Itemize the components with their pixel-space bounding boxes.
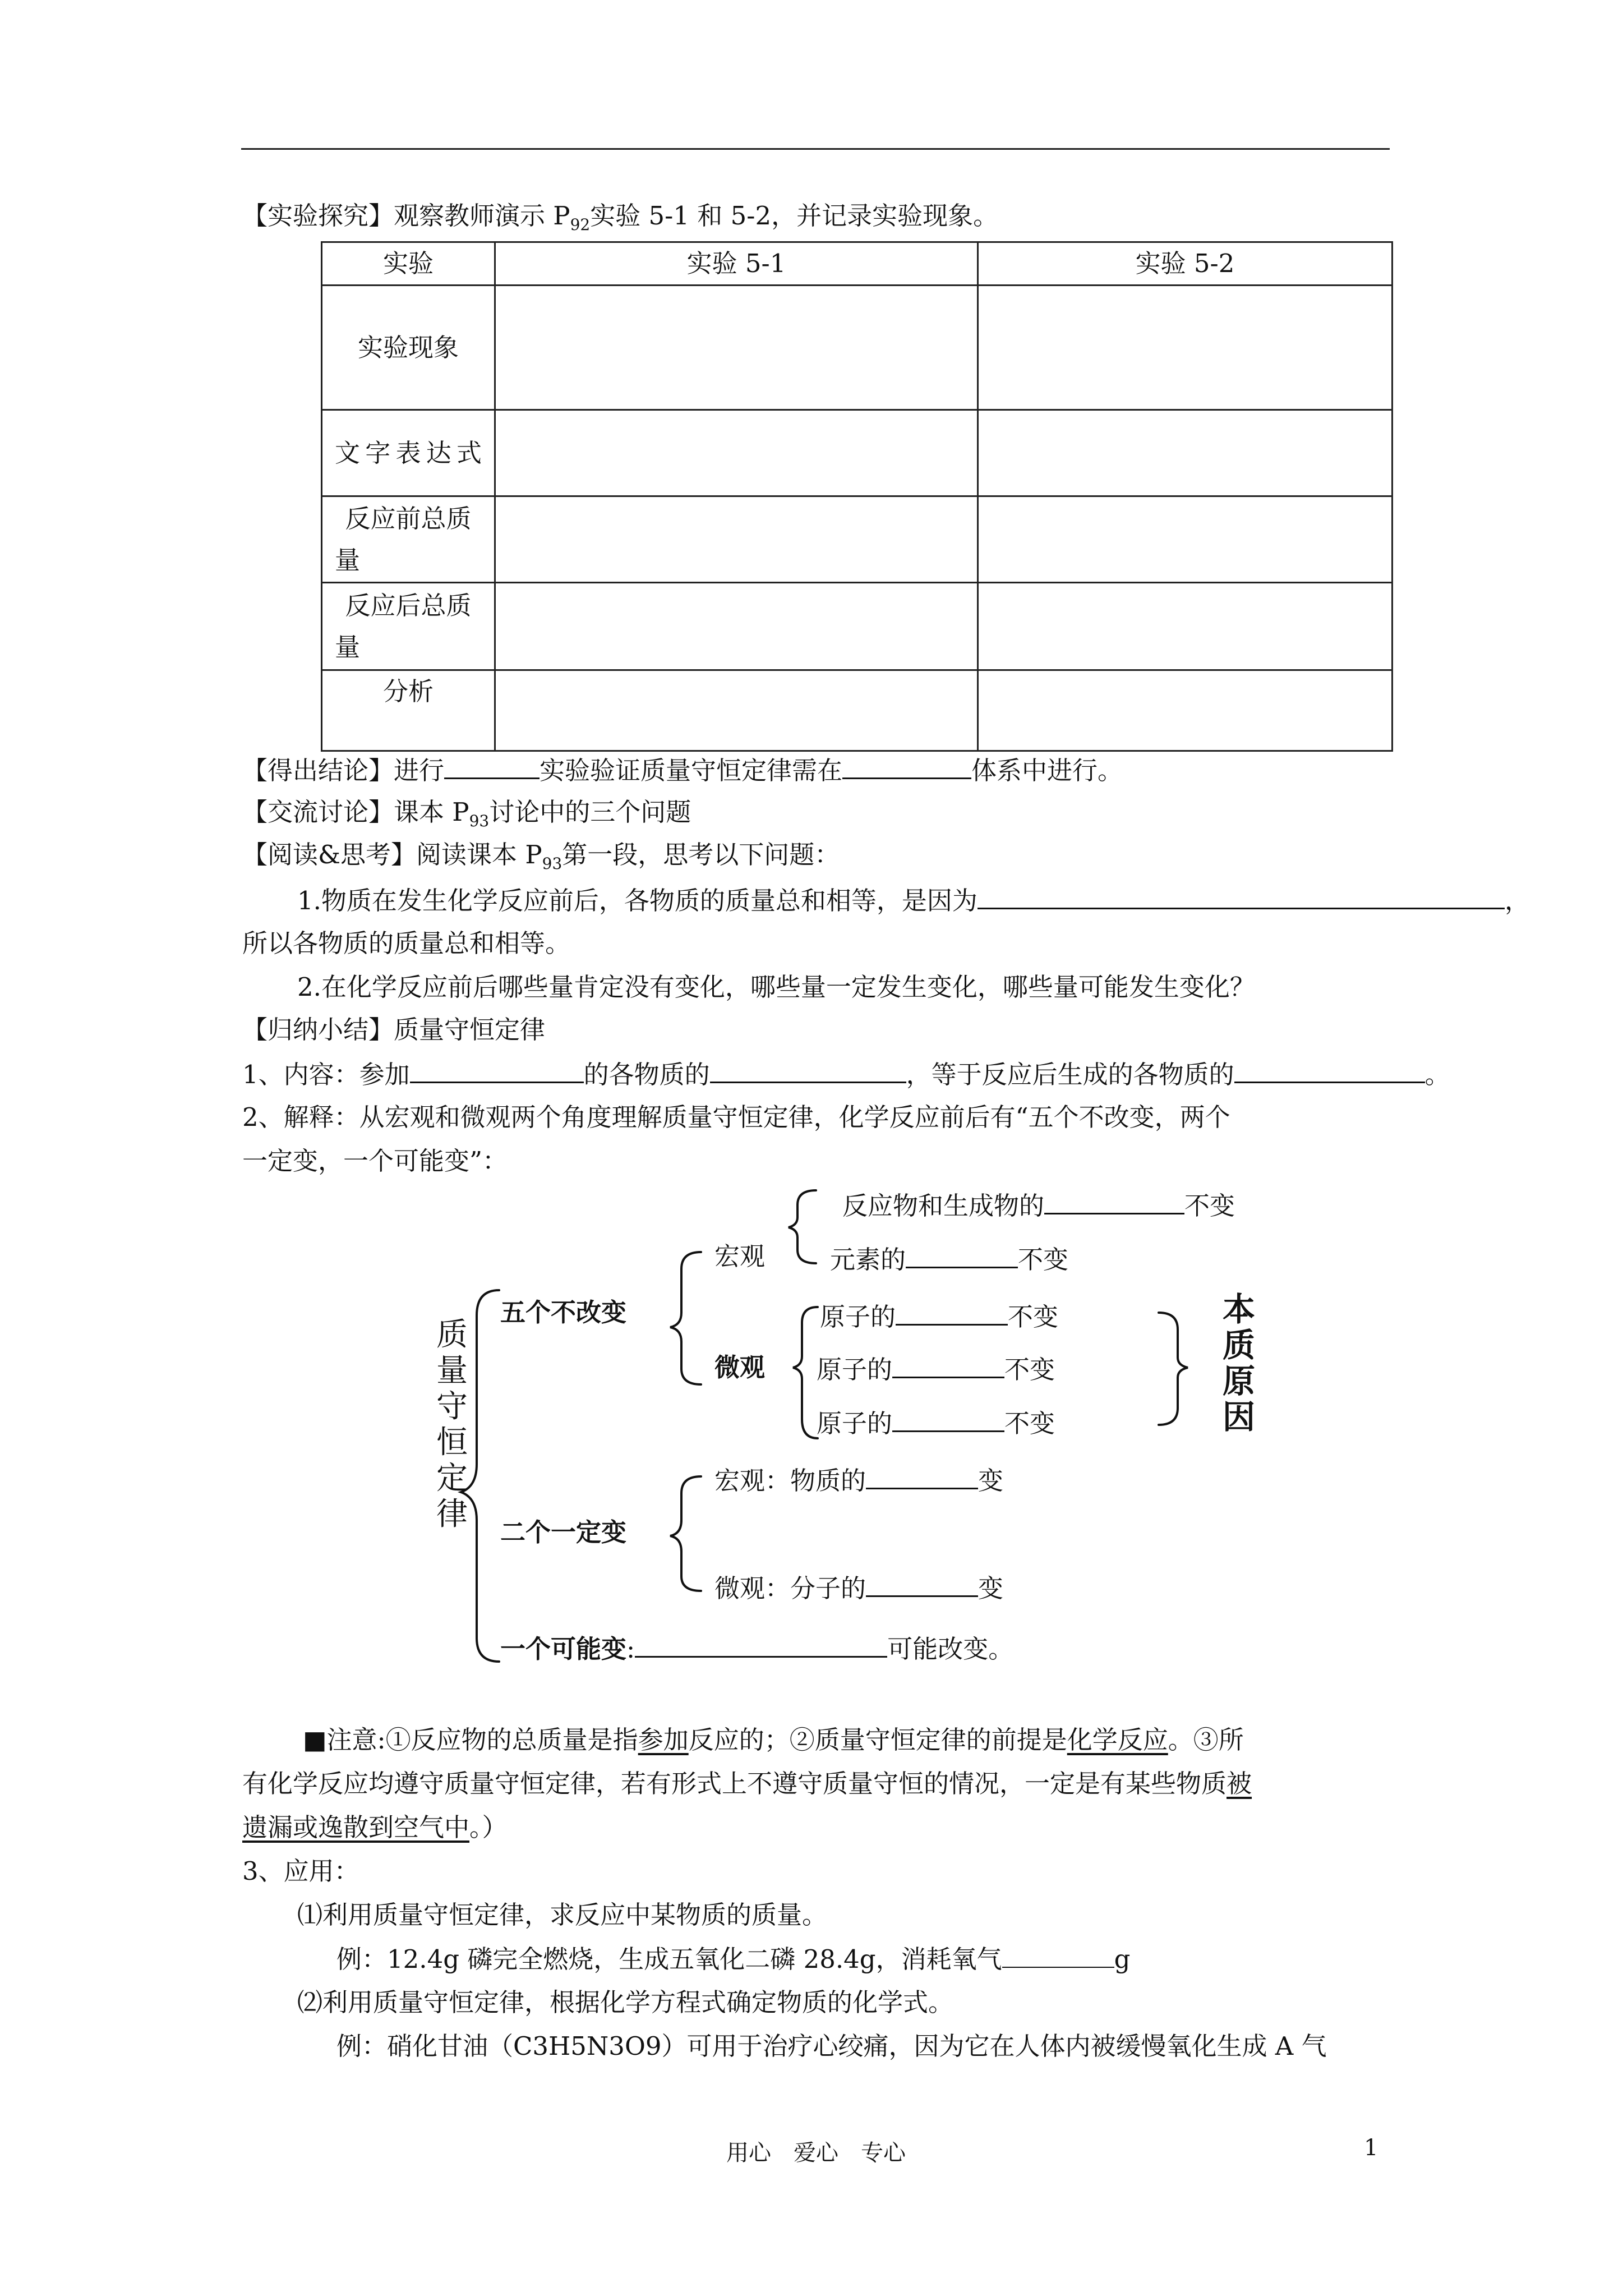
summary-explain-2: 一定变，一个可能变”： xyxy=(242,1146,508,1176)
summary-heading: 【归纳小结】质量守恒定律 xyxy=(242,1015,546,1045)
diagram-micro-label: 微观 xyxy=(714,1352,766,1382)
reading-question-1-cont: 所以各物质的质量总和相等。 xyxy=(242,928,571,958)
table-row-label: 文字表达式 xyxy=(322,410,495,496)
table-header-cell: 实验 xyxy=(322,242,495,286)
table-row-label: 分析 xyxy=(322,670,495,751)
table-header-cell: 实验 5-1 xyxy=(495,242,978,286)
application-heading: 3、应用： xyxy=(242,1856,359,1886)
application-item-1: ⑴利用质量守恒定律，求反应中某物质的质量。 xyxy=(297,1900,828,1930)
summary-content: 1、内容：参加 的各物质的 ，等于反应后生成的各物质的 。 xyxy=(242,1057,1450,1092)
diagram-two-macro: 宏观：物质的 变 xyxy=(714,1463,1003,1497)
diagram-micro-item: 原子的 不变 xyxy=(820,1299,1058,1333)
answer-blank[interactable] xyxy=(866,1463,978,1489)
diagram-macro-label: 宏观 xyxy=(714,1241,766,1271)
answer-blank[interactable] xyxy=(635,1631,887,1658)
diagram-macro-item: 反应物和生成物的 不变 xyxy=(842,1188,1235,1222)
diagram-two-changed: 二个一定变 xyxy=(500,1517,627,1547)
conclusion-line: 【得出结论】进行 实验验证质量守恒定律需在 体系中进行。 xyxy=(242,753,1123,788)
table-row-label: 实验现象 xyxy=(322,286,495,410)
answer-blank[interactable] xyxy=(866,1571,978,1597)
discussion-line: 【交流讨论】课本 $P_{93}$讨论中的三个问题 xyxy=(242,797,691,830)
application-item-2: ⑵利用质量守恒定律，根据化学方程式确定物质的化学式。 xyxy=(297,1987,954,2017)
table-row-label: 反应前总质量 xyxy=(322,496,495,583)
answer-blank[interactable] xyxy=(892,1352,1004,1378)
diagram-five-unchanged: 五个不改变 xyxy=(500,1297,627,1327)
table-header-cell: 实验 5-2 xyxy=(978,242,1393,286)
reading-question-2: 2.在化学反应前后哪些量肯定没有变化，哪些量一定发生变化，哪些量可能发生变化？ xyxy=(297,972,1255,1002)
note-line-1: ■注意:①反应物的总质量是指参加反应的；②质量守恒定律的前提是化学反应。③所 xyxy=(303,1725,1244,1755)
answer-blank[interactable] xyxy=(896,1299,1008,1326)
answer-blank[interactable] xyxy=(892,1406,1004,1432)
answer-blank[interactable] xyxy=(1044,1188,1184,1214)
answer-blank[interactable] xyxy=(1002,1942,1114,1968)
diagram-root: 质量守恒定律 xyxy=(436,1317,468,1533)
table-row-label: 反应后总质量 xyxy=(322,583,495,670)
reading-question-1: 1.物质在发生化学反应前后，各物质的质量总和相等，是因为 ， xyxy=(297,883,1530,918)
experiment-heading: 【实验探究】观察教师演示 $P_{92}$实验 5-1 和 5-2，并记录实验现象。 xyxy=(242,201,999,234)
diagram-one-possible: 一个可能变: 可能改变。 xyxy=(500,1631,1013,1665)
diagram-two-micro: 微观：分子的 变 xyxy=(714,1571,1003,1604)
page-number: 1 xyxy=(1364,2135,1378,2161)
diagram-essence: 本质原因 xyxy=(1223,1290,1256,1436)
diagram-micro-item: 原子的 不变 xyxy=(817,1352,1055,1386)
answer-blank[interactable] xyxy=(906,1242,1018,1268)
application-example-2: 例：硝化甘油（C3H5N3O9）可用于治疗心绞痛，因为它在人体内被缓慢氧化生成 A 气 xyxy=(336,2031,1327,2061)
summary-explain-1: 2、解释：从宏观和微观两个角度理解质量守恒定律，化学反应前后有“五个不改变，两个 xyxy=(242,1102,1230,1132)
diagram-micro-item: 原子的 不变 xyxy=(817,1406,1055,1439)
footer-motto: 用心 爱心 专心 xyxy=(726,2140,906,2166)
reading-heading: 【阅读&思考】阅读课本 $P_{93}$第一段，思考以下问题： xyxy=(242,840,840,873)
note-line-2: 有化学反应均遵守质量守恒定律，若有形式上不遵守质量守恒的情况，一定是有某些物质被 xyxy=(242,1769,1252,1798)
application-example-1: 例：12.4g 磷完全燃烧，生成五氧化二磷 28.4g，消耗氧气 g xyxy=(336,1942,1130,1976)
note-line-3: 遗漏或逸散到空气中。） xyxy=(242,1812,508,1842)
diagram-macro-item: 元素的 不变 xyxy=(830,1242,1068,1276)
